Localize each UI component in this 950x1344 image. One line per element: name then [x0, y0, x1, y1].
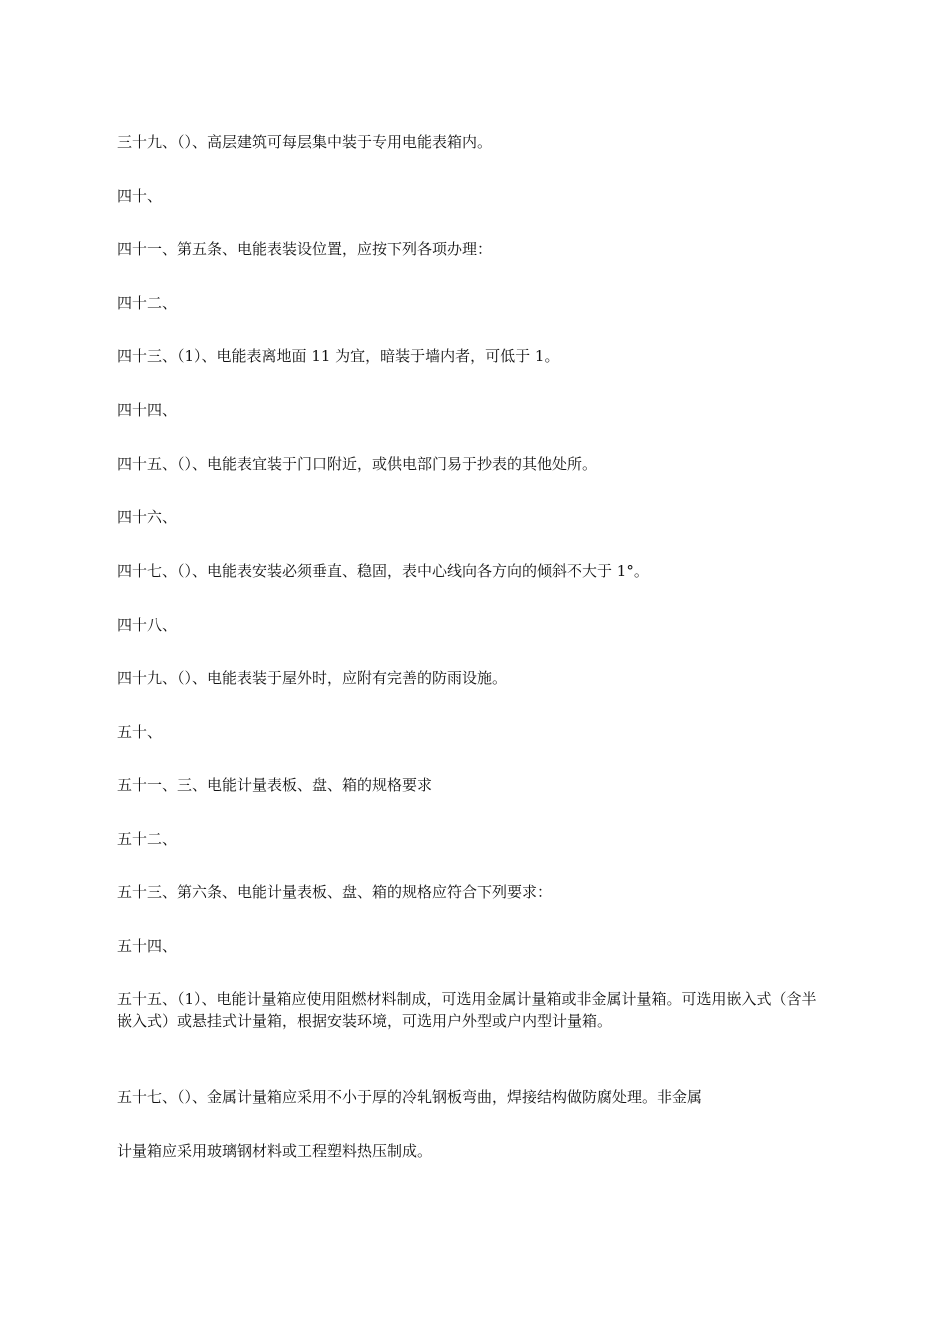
text-line: 四十三、（1）、电能表离地面 11 为宜，暗装于墙内者，可低于 1。 — [117, 347, 560, 365]
text-line: 三十九、（）、高层建筑可每层集中装于专用电能表箱内。 — [117, 133, 493, 151]
text-line: 五十四、 — [117, 937, 178, 955]
text-line: 五十一、三、电能计量表板、盘、箱的规格要求 — [117, 776, 433, 794]
text-line: 四十九、（）、电能表装于屋外时，应附有完善的防雨设施。 — [117, 669, 508, 687]
text-line: 五十、 — [117, 723, 163, 741]
text-line: 五十三、第六条、电能计量表板、盘、箱的规格应符合下列要求： — [117, 883, 553, 901]
text-line: 四十、 — [117, 187, 163, 205]
text-line: 四十六、 — [117, 508, 178, 526]
text-line: 四十五、（）、电能表宜装于门口附近，或供电部门易于抄表的其他处所。 — [117, 455, 598, 473]
text-paragraph: 五十五、（1）、电能计量箱应使用阻燃材料制成，可选用金属计量箱或非金属计量箱。可选用嵌入式（含半嵌入式）或悬挂式计量箱，根据安装环境，可选用户外型或户内型计量箱。 — [117, 990, 817, 1030]
text-line: 四十四、 — [117, 401, 178, 419]
text-line: 五十七、（）、金属计量箱应采用不小于厚的冷轧钢板弯曲，焊接结构做防腐处理。非金属 — [117, 1088, 703, 1106]
text-line: 五十二、 — [117, 830, 178, 848]
text-line: 四十八、 — [117, 616, 178, 634]
text-line: 四十二、 — [117, 294, 178, 312]
text-line: 四十一、第五条、电能表装设位置，应按下列各项办理： — [117, 240, 493, 258]
text-line: 计量箱应采用玻璃钢材料或工程塑料热压制成。 — [117, 1142, 433, 1160]
text-line: 四十七、（）、电能表安装必须垂直、稳固，表中心线向各方向的倾斜不大于 1°。 — [117, 562, 649, 580]
